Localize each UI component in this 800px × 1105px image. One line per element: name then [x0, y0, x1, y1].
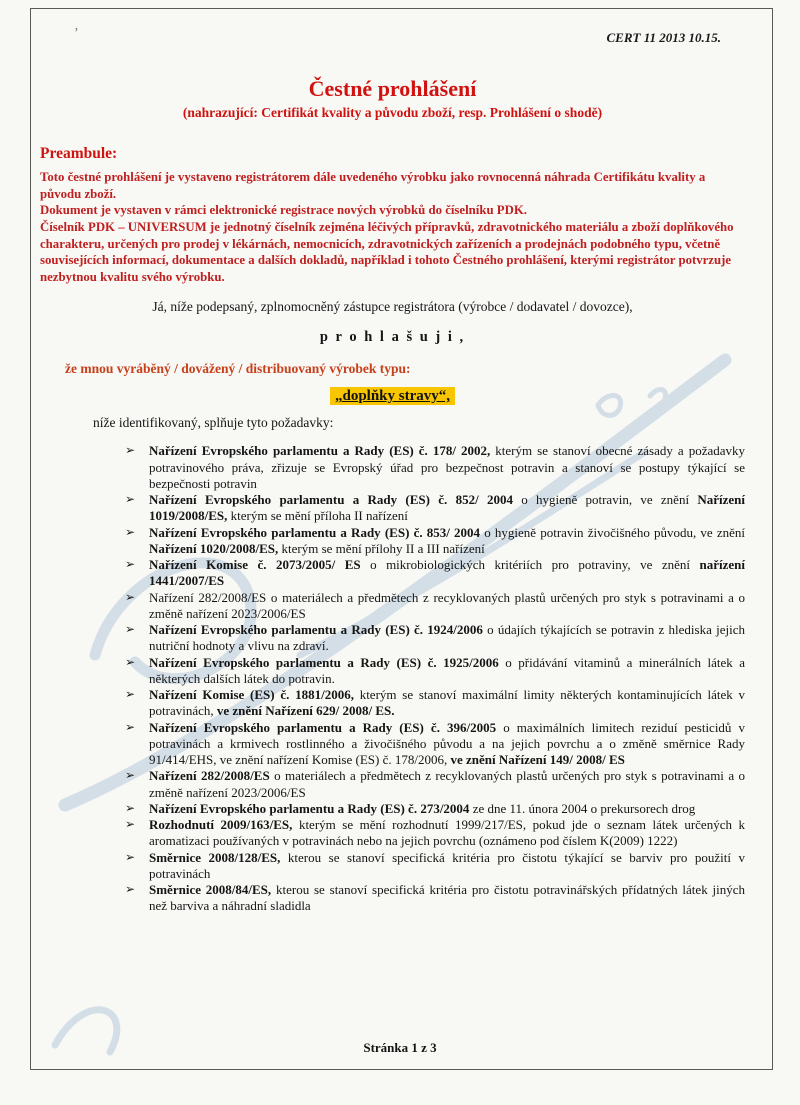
arrow-bullet-icon: ➢ [125, 492, 136, 507]
requirement-item [125, 492, 745, 525]
preambule-body [40, 169, 745, 285]
requirement-item [125, 801, 745, 817]
document-subtitle: (nahrazující: Certifikát kvality a původu zboží, resp. Prohlášení o shodě) [182, 105, 603, 120]
document-title: Čestné prohlášení [308, 76, 477, 101]
arrow-bullet-icon: ➢ [125, 882, 136, 897]
arrow-bullet-icon: ➢ [125, 524, 136, 539]
arrow-bullet-icon: ➢ [125, 654, 136, 669]
requirement-text: Nařízení Evropského parlamentu a Rady (ES) č. 1925/2006 o přidávání vitaminů a minerálních látek a některých dalších látek do potravin. [149, 654, 746, 686]
scan-artifact-mark: ’ [74, 26, 79, 41]
requirement-text: Nařízení 282/2008/ES o materiálech a předmětech z recyklovaných plastů určených pro styk s potravinami a o změně nařízení 2023/2006/ES [149, 589, 745, 621]
arrow-bullet-icon: ➢ [125, 687, 136, 702]
requirement-item [125, 443, 745, 492]
requirement-item [125, 850, 745, 883]
requirement-text: Nařízení Evropského parlamentu a Rady (ES) č. 1924/2006 o údajích týkajících se potravin z hlediska jejich nutriční hodnoty a vlivu na zdraví. [149, 622, 745, 654]
preambule-paragraph: Dokument je vystaven v rámci elektronické registrace nových výrobků do číselníku PDK. [40, 203, 527, 218]
requirement-item [125, 557, 745, 590]
requirement-text: Nařízení Evropského parlamentu a Rady (ES) č. 273/2004 ze dne 11. února 2004 o prekursorech drog [149, 800, 696, 816]
page-number: Stránka 1 z 3 [363, 1040, 437, 1055]
requirement-text: Nařízení Evropského parlamentu a Rady (ES) č. 396/2005 o maximálních limitech reziduí pesticidů v potravinách a krmivech rostlinného a živočišného původu a na jejich povrchu a o změně směrnice Rady 91/414/EHS, ve znění nařízení Komise (ES) č. 178/2006, ve znění Nařízení 149/ 2008/ ES [149, 719, 745, 768]
requirement-text: Nařízení Evropského parlamentu a Rady (ES) č. 178/ 2002, kterým se stanoví obecné zásady a požadavky potravinového práva, zřizuje se Evropský úřad pro bezpečnost potravin a stanoví se postupy týkající se bezpečnosti potravin [149, 443, 746, 491]
requirement-item [125, 882, 745, 915]
arrow-bullet-icon: ➢ [125, 622, 136, 637]
arrow-bullet-icon: ➢ [125, 849, 136, 864]
declaration-word: p r o h l a š u j i , [319, 329, 466, 346]
requirement-item [125, 817, 745, 850]
preambule-heading: Preambule: [40, 145, 118, 162]
requirements-intro: níže identifikovaný, splňuje tyto požadavky: [93, 415, 334, 431]
preambule-paragraph: Číselník PDK – UNIVERSUM je jednotný číselník zejména léčivých přípravků, zdravotnického materiálu a zboží doplňkového charakteru, určených pro prodej v lékárnách, nemocnicích, zdravotnických zařízeních a prodejnách podobného typu, včetně souvisejících informací, dokumentace a dalších dokladů, například i tohoto Čestného prohlášení, kterými registrátor potvrzuje nezbytnou kvalitu svého výrobku. [40, 219, 734, 284]
arrow-bullet-icon: ➢ [125, 800, 136, 815]
preambule-paragraph: Toto čestné prohlášení je vystaveno registrátorem dále uvedeného výrobku jako rovnocenná náhrada Certifikátu kvality a původu zboží. [40, 170, 706, 201]
requirement-item [125, 590, 745, 623]
arrow-bullet-icon: ➢ [125, 817, 136, 832]
document-ref: CERT 11 2013 10.15. [606, 30, 721, 45]
arrow-bullet-icon: ➢ [125, 589, 136, 604]
requirement-text: Rozhodnutí 2009/163/ES, kterým se mění rozhodnutí 1999/217/ES, pokud jde o seznam látek určených k aromatizaci používaných v potravinách nebo na jejich povrchu (oznámeno pod číslem K(2009) 1222) [149, 817, 745, 849]
requirements-list [125, 443, 745, 914]
requirement-item [125, 655, 745, 688]
requirement-text: Nařízení 282/2008/ES o materiálech a předmětech z recyklovaných plastů určených pro styk s potravinami a o změně nařízení 2023/2006/ES [149, 768, 745, 800]
requirement-item [125, 720, 745, 769]
product-type-line: že mnou vyráběný / dovážený / distribuovaný výrobek typu: [65, 361, 411, 377]
requirement-item [125, 768, 745, 801]
arrow-bullet-icon: ➢ [125, 557, 136, 572]
requirement-text: Směrnice 2008/84/ES, kterou se stanoví specifická kritéria pro čistotu potravinářských přídatných látek jiných než barviva a náhradní sladidla [149, 882, 745, 914]
arrow-bullet-icon: ➢ [125, 768, 136, 783]
product-type-highlight: „doplňky stravy“, [330, 387, 455, 405]
requirement-item [125, 687, 745, 720]
requirement-item [125, 525, 745, 558]
arrow-bullet-icon: ➢ [125, 719, 136, 734]
arrow-bullet-icon: ➢ [125, 443, 136, 458]
requirement-text: Nařízení Evropského parlamentu a Rady (ES) č. 852/ 2004 o hygieně potravin, ve znění Nařízení 1019/2008/ES, kterým se mění příloha II nařízení [149, 492, 746, 524]
requirement-text: Směrnice 2008/128/ES, kterou se stanoví specifická kritéria pro čistotu týkající se barviv pro použití v potravinách [149, 849, 745, 881]
requirement-text: Nařízení Komise (ES) č. 1881/2006, kterým se stanoví maximální limity některých kontaminujících látek v potravinách, ve znění Nařízení 629/ 2008/ ES. [149, 687, 745, 719]
requirement-text: Nařízení Komise č. 2073/2005/ ES o mikrobiologických kritériích pro potraviny, ve znění nařízení 1441/2007/ES [149, 557, 745, 589]
product-type-wrap [40, 387, 745, 405]
declaration-intro: Já, níže podepsaný, zplnomocněný zástupce registrátora (výrobce / dodavatel / dovozce), [152, 299, 633, 315]
requirement-item [125, 622, 745, 655]
requirement-text: Nařízení Evropského parlamentu a Rady (ES) č. 853/ 2004 o hygieně potravin živočišného původu, ve znění Nařízení 1020/2008/ES, kterým se mění přílohy II a III nařízení [149, 524, 745, 556]
